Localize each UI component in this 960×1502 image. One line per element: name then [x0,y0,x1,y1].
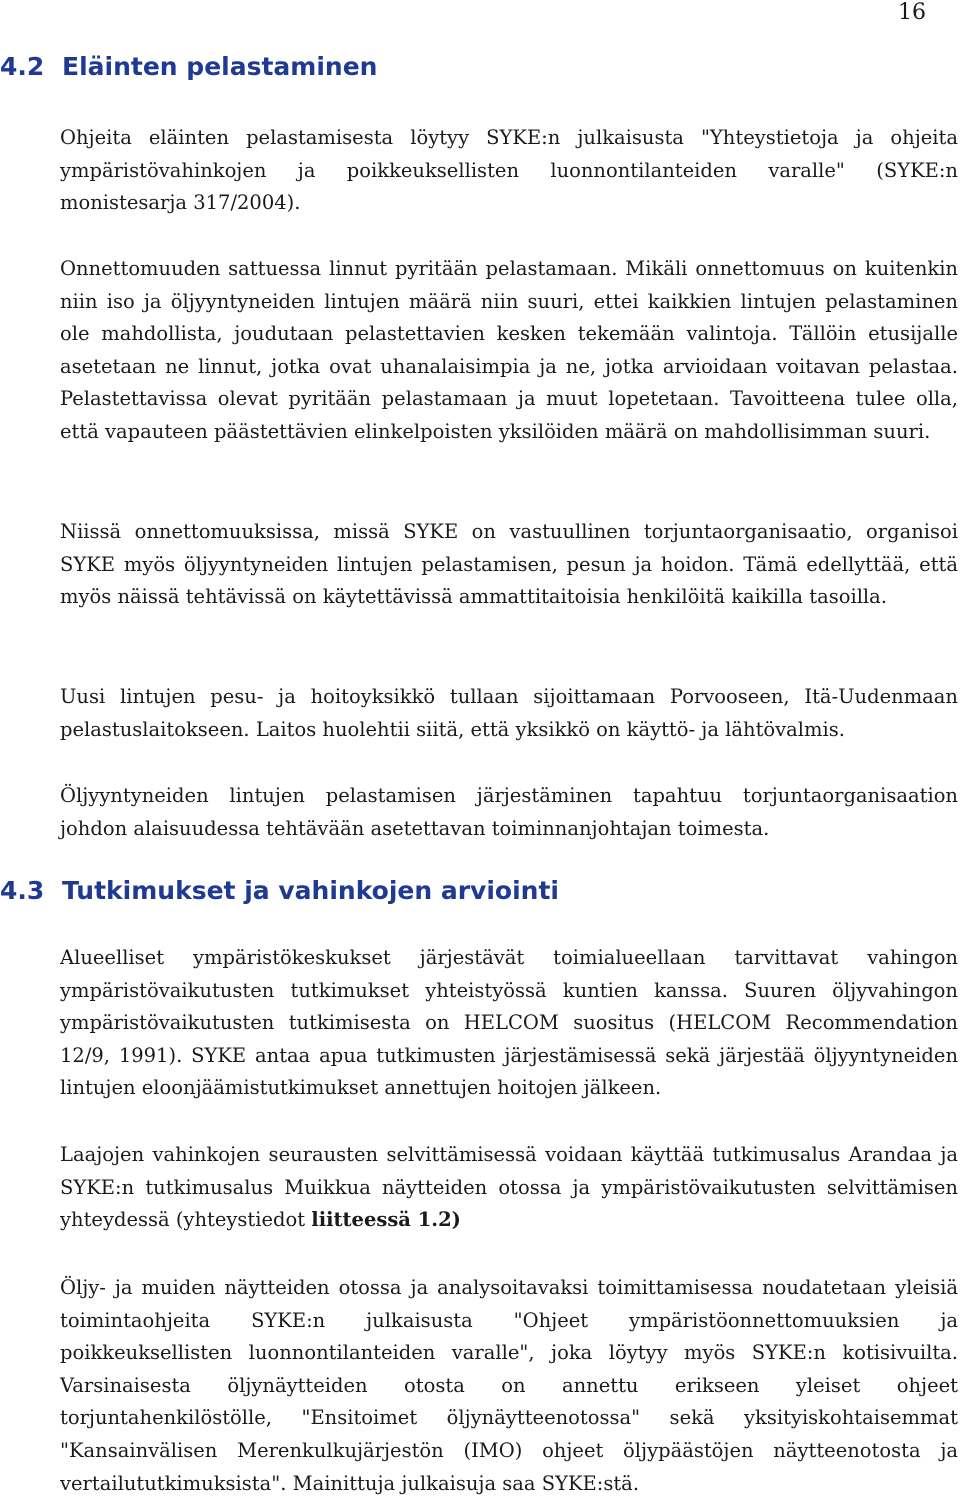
section-number: 4.2 [0,52,45,81]
section-title: Tutkimukset ja vahinkojen arviointi [62,876,559,905]
paragraph-research-vessels [60,1139,958,1237]
paragraph-bird-rescue: Onnettomuuden sattuessa linnut pyritään pelastamaan. Mikäli onnettomuus on kuitenkin niin iso ja öljyyntyneiden lintujen määrä niin suuri, ettei kaikkien lintujen pelastaminen ole mahdollista, joudutaan pelastettavien kesken tekemään valintoja. Tällöin etusijalle asetetaan ne linnut, jotka ovat uhanalaisimpia ja ne, jotka arvioidaan voitavan pelastaa. Pelastettavissa olevat pyritään pelastamaan ja muut lopetetaan. Tavoitteena tulee olla, että vapauteen päästettävien elinkelpoisten yksilöiden määrä on mahdollisimman suuri. [60,257,958,443]
paragraph-new-unit: Uusi lintujen pesu- ja hoitoyksikkö tullaan sijoittamaan Porvooseen, Itä-Uudenmaan pelastuslaitokseen. Laitos huolehtii siitä, että yksikkö on käyttö- ja lähtövalmis. [60,685,958,741]
paragraph-syke-organisation: Niissä onnettomuuksissa, missä SYKE on vastuullinen torjuntaorganisaatio, organisoi SYKE myös öljyyntyneiden lintujen pelastamisen, pesun ja hoidon. Tämä edellyttää, että myös näissä tehtävissä on käytettävissä ammattitaitoisia henkilöitä kaikilla tasoilla. [60,520,958,609]
section-heading-4-3 [0,876,559,905]
section-title: Eläinten pelastaminen [62,52,378,81]
paragraph-regional-studies: Alueelliset ympäristökeskukset järjestävät toimialueellaan tarvittavat vahingon ympäristövaikutusten tutkimukset yhteistyössä kuntien kanssa. Suuren öljyvahingon ympäristövaikutusten tutkimisesta on HELCOM suositus (HELCOM Recommendation 12/9, 1991). SYKE antaa apua tutkimusten järjestämisessä sekä järjestää öljyyntyneiden lintujen eloonjäämistutkimukset annettujen hoitojen jälkeen. [60,946,958,1100]
paragraph-helpful-instructions: Ohjeita eläinten pelastamisesta löytyy SYKE:n julkaisusta "Yhteystietoja ja ohjeita ympäristövahinkojen ja poikkeuksellisten luonnontilanteiden varalle" (SYKE:n monistesarja 317/2004). [60,126,958,215]
page-number: 16 [898,0,926,25]
paragraph-text: Laajojen vahinkojen seurausten selvittämisessä voidaan käyttää tutkimusalus Arandaa ja SYKE:n tutkimusalus Muikkua näytteiden otossa ja ympäristövaikutusten selvittämisen yhteydessä (yhteystiedot [60,1143,958,1232]
paragraph-sampling-instructions: Öljy- ja muiden näytteiden otossa ja analysoitavaksi toimittamisessa noudatetaan yleisiä toimintaohjeita SYKE:n julkaisusta "Ohjeet ympäristöonnettomuuksien ja poikkeuksellisten luonnontilanteiden varalle", joka löytyy myös SYKE:n kotisivuilta. Varsinaisesta öljynäytteiden otosta on annettu erikseen yleiset ohjeet torjuntahenkilöstölle, "Ensitoimet öljynäytteenotossa" sekä yksityiskohtaisemmat "Kansainvälisen Merenkulkujärjestön (IMO) ohjeet öljypäästöjen näytteenotosta ja vertailututkimuksista". Mainittuja julkaisuja saa SYKE:stä. [60,1276,958,1495]
section-heading-4-2 [0,52,377,81]
paragraph-organisation: Öljyyntyneiden lintujen pelastamisen järjestäminen tapahtuu torjuntaorganisaation johdon alaisuudessa tehtävään asetettavan toiminnanjohtajan toimesta. [60,784,958,840]
section-number: 4.3 [0,876,45,905]
appendix-reference: liitteessä 1.2) [311,1208,461,1232]
